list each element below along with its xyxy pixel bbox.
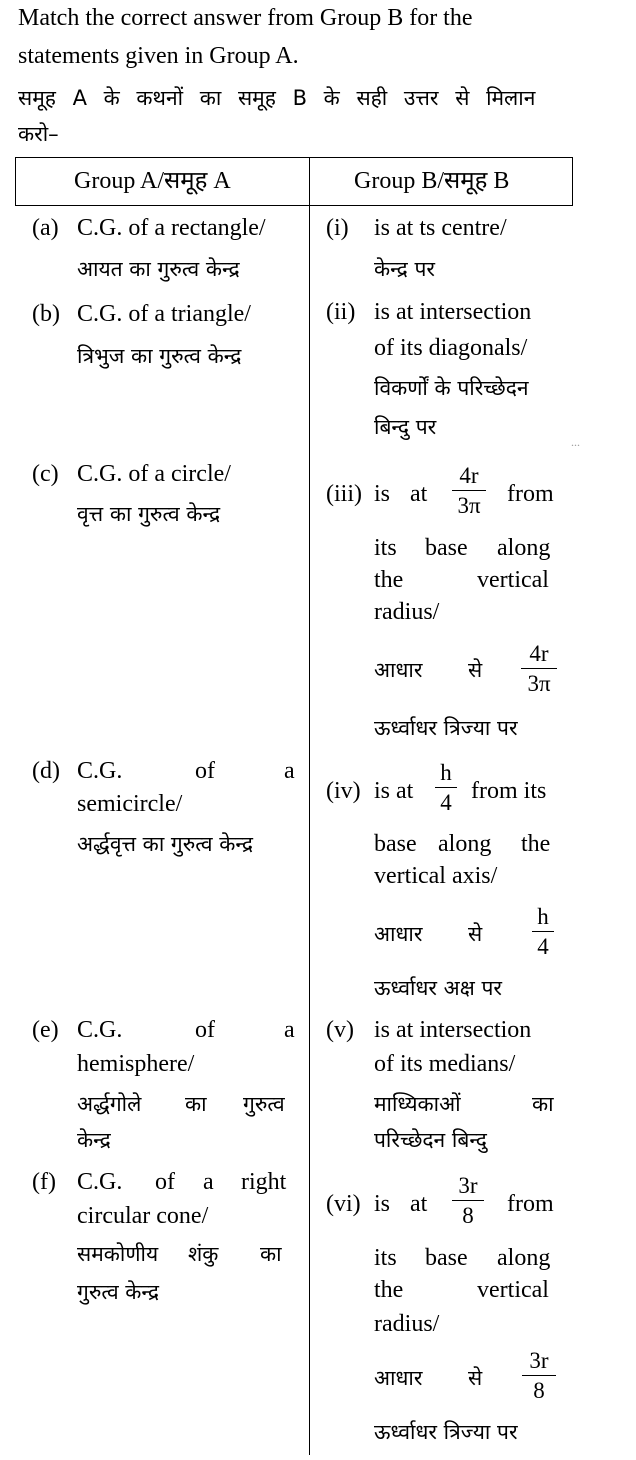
group-b-item-iii-hi3: ऊर्ध्वाधर त्रिज्या पर	[374, 716, 518, 740]
group-b-item-v-hi3: परिच्छेदन बिन्दु	[374, 1128, 487, 1152]
group-b-item-ii-en2: of its diagonals/	[374, 335, 528, 361]
group-b-item-vi-w5: base	[425, 1245, 468, 1271]
group-b-item-iii-w3: from	[507, 481, 554, 507]
group-b-label-ii: (ii)	[326, 299, 356, 325]
fraction-denominator: 3π	[457, 493, 481, 518]
group-a-item-e-hi-w3: गुरुत्व	[243, 1092, 285, 1116]
group-a-item-d-hi: अर्द्धवृत्त का गुरुत्व केन्द्र	[77, 832, 253, 856]
group-a-item-a-hi: आयत का गुरुत्व केन्द्र	[77, 257, 240, 281]
group-b-item-vi-w2: at	[410, 1191, 428, 1217]
group-a-item-e-hi2: केन्द्र	[77, 1128, 111, 1152]
group-a-item-e-w3: a	[284, 1017, 295, 1043]
group-b-item-iii-w4: its	[374, 535, 397, 561]
group-b-item-iii-fraction-2	[521, 641, 557, 697]
group-b-item-iii-hi2: से	[468, 658, 483, 682]
group-b-label-v: (v)	[326, 1017, 354, 1043]
group-b-item-iv-hi2: से	[468, 922, 483, 946]
fraction-numerator: h	[537, 904, 549, 929]
group-a-item-f-w2: of	[155, 1169, 175, 1195]
fraction-denominator: 8	[533, 1378, 545, 1403]
group-b-item-i-en: is at ts centre/	[374, 215, 507, 241]
group-a-item-e-w1: C.G.	[77, 1017, 123, 1043]
group-b-item-vi-w1: is	[374, 1191, 391, 1217]
intro-line-3: समूह A के कथनों का समूह B के सही उत्तर से मिलान	[18, 86, 536, 110]
group-b-item-vi-w4: its	[374, 1245, 397, 1271]
group-b-item-iii-w9: radius/	[374, 599, 440, 625]
group-b-item-ii-hi2: बिन्दु पर	[374, 415, 437, 439]
group-b-item-vi-fraction	[452, 1173, 484, 1229]
intro-line-4: करो–	[18, 122, 59, 146]
header-group-a: Group A/समूह A	[74, 168, 231, 194]
group-a-label-d: (d)	[32, 758, 60, 784]
group-a-item-c-en: C.G. of a circle/	[77, 461, 231, 487]
group-b-item-iv-fraction	[435, 760, 457, 816]
header-group-b: Group B/समूह B	[354, 168, 510, 194]
group-b-item-iii-w2: at	[410, 481, 428, 507]
group-b-item-vi-w3: from	[507, 1191, 554, 1217]
group-b-item-iv-w5: the	[521, 831, 551, 857]
fraction-numerator: 3r	[529, 1348, 549, 1373]
group-a-item-d-en2: semicircle/	[77, 791, 183, 817]
group-a-item-e-hi-w1: अर्द्धगोले	[77, 1092, 142, 1116]
group-b-item-iii-w1: is	[374, 481, 391, 507]
intro-line-1: Match the correct answer from Group B for the	[18, 5, 473, 31]
group-b-item-iv-hi3: ऊर्ध्वाधर अक्ष पर	[374, 976, 502, 1000]
group-a-item-b-en: C.G. of a triangle/	[77, 301, 251, 327]
group-b-item-iv-fraction-2	[532, 904, 554, 960]
group-b-item-ii-en1: is at intersection	[374, 299, 532, 325]
group-b-item-v-en1: is at intersection	[374, 1017, 532, 1043]
group-b-item-vi-hi3: ऊर्ध्वाधर त्रिज्या पर	[374, 1420, 518, 1444]
group-b-item-iv-w2: from its	[471, 778, 547, 804]
group-a-item-c-hi: वृत्त का गुरुत्व केन्द्र	[77, 502, 221, 526]
group-b-item-ii-hi1: विकर्णों के परिच्छेदन	[374, 376, 529, 400]
group-b-item-vi-w8: vertical	[477, 1277, 549, 1303]
group-a-item-f-hi-w3: का	[260, 1242, 282, 1266]
group-a-label-b: (b)	[32, 301, 60, 327]
group-a-item-f-hi2: गुरुत्व केन्द्र	[77, 1280, 160, 1304]
group-b-item-vi-fraction-2	[522, 1348, 556, 1404]
group-b-item-i-hi: केन्द्र पर	[374, 257, 435, 281]
group-a-item-d-w1: C.G.	[77, 758, 123, 784]
group-a-item-e-en2: hemisphere/	[77, 1051, 195, 1077]
group-a-item-f-w3: a	[203, 1169, 214, 1195]
table-left-border	[15, 157, 16, 206]
group-b-item-v-hi2: का	[532, 1092, 554, 1116]
group-a-label-f: (f)	[32, 1169, 56, 1195]
group-b-item-iv-w1: is at	[374, 778, 414, 804]
fraction-denominator: 8	[462, 1203, 474, 1228]
group-b-item-vi-w7: the	[374, 1277, 404, 1303]
stray-dots: ...	[571, 435, 580, 449]
group-b-item-iii-w7: the	[374, 567, 404, 593]
fraction-numerator: 4r	[459, 463, 479, 488]
group-a-item-f-hi-w1: समकोणीय	[77, 1242, 159, 1266]
group-b-item-iii-w8: vertical	[477, 567, 549, 593]
group-b-item-vi-w9: radius/	[374, 1311, 440, 1337]
intro-line-2: statements given in Group A.	[18, 43, 299, 69]
group-b-item-iii-w5: base	[425, 535, 468, 561]
group-a-item-d-w3: a	[284, 758, 295, 784]
fraction-bar	[532, 931, 554, 932]
group-b-item-vi-w6: along	[497, 1245, 551, 1271]
group-a-item-b-hi: त्रिभुज का गुरुत्व केन्द्र	[77, 344, 242, 368]
fraction-denominator: 4	[440, 790, 452, 815]
group-b-item-iii-w6: along	[497, 535, 551, 561]
group-a-label-a: (a)	[32, 215, 59, 241]
group-b-label-iv: (iv)	[326, 778, 361, 804]
fraction-bar	[452, 490, 486, 491]
group-b-label-vi: (vi)	[326, 1191, 361, 1217]
table-top-border	[15, 157, 573, 158]
group-a-item-a-en: C.G. of a rectangle/	[77, 215, 266, 241]
group-a-item-f-w1: C.G.	[77, 1169, 123, 1195]
group-a-item-e-hi-w2: का	[185, 1092, 207, 1116]
fraction-numerator: h	[440, 760, 452, 785]
group-a-item-f-hi-w2: शंकु	[188, 1242, 219, 1266]
group-a-item-f-w4: right	[241, 1169, 287, 1195]
group-a-label-c: (c)	[32, 461, 59, 487]
group-b-label-i: (i)	[326, 215, 349, 241]
group-a-label-e: (e)	[32, 1017, 59, 1043]
fraction-bar	[521, 668, 557, 669]
group-b-item-vi-hi1: आधार	[374, 1366, 423, 1390]
group-b-item-iv-w4: along	[438, 831, 492, 857]
fraction-bar	[435, 787, 457, 788]
fraction-numerator: 3r	[458, 1173, 478, 1198]
group-b-item-iv-w3: base	[374, 831, 417, 857]
group-b-item-v-en2: of its medians/	[374, 1051, 516, 1077]
fraction-bar	[522, 1375, 556, 1376]
table-header-bottom-border	[15, 205, 573, 206]
group-b-item-iv-w6: vertical axis/	[374, 863, 498, 889]
table-right-border	[572, 157, 573, 206]
group-b-item-v-hi1: माध्यिकाओं	[374, 1092, 461, 1116]
group-b-label-iii: (iii)	[326, 481, 362, 507]
group-b-item-iii-fraction	[452, 463, 486, 519]
group-a-item-f-en2: circular cone/	[77, 1203, 209, 1229]
fraction-denominator: 4	[537, 934, 549, 959]
fraction-bar	[452, 1200, 484, 1201]
group-b-item-iv-hi1: आधार	[374, 922, 423, 946]
group-a-item-d-w2: of	[195, 758, 215, 784]
group-b-item-vi-hi2: से	[468, 1366, 483, 1390]
column-divider	[309, 157, 310, 1455]
group-a-item-e-w2: of	[195, 1017, 215, 1043]
fraction-numerator: 4r	[529, 641, 549, 666]
group-b-item-iii-hi1: आधार	[374, 658, 423, 682]
fraction-denominator: 3π	[527, 671, 551, 696]
